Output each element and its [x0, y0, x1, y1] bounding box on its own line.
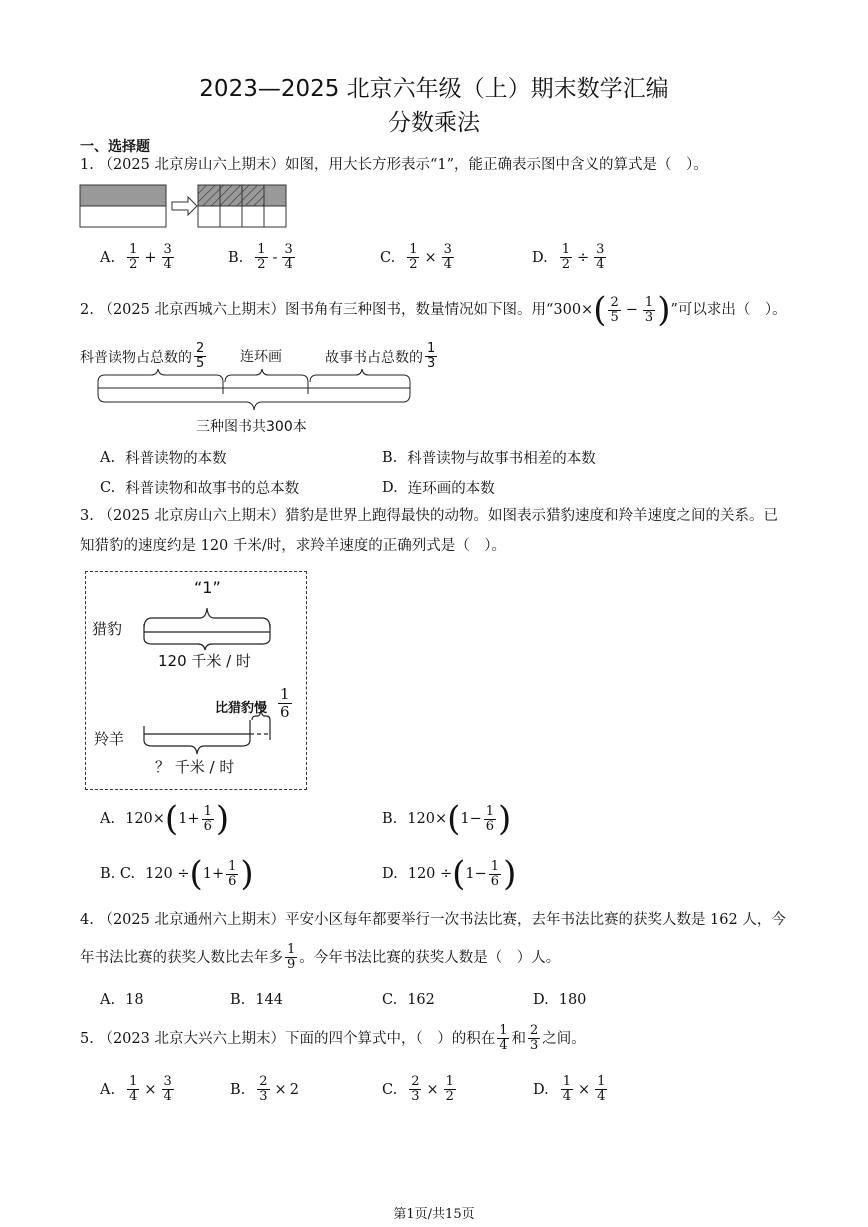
q1-options — [100, 243, 660, 279]
expr-inner: 1+ — [178, 811, 200, 827]
option-label: D. — [533, 1081, 549, 1098]
q3-option-d[interactable] — [382, 854, 517, 894]
option-label: D. — [533, 992, 549, 1008]
q4-option-d[interactable] — [533, 992, 586, 1008]
option-text: 科普读物与故事书相差的本数 — [407, 451, 596, 467]
page-title: 2023—2025 北京六年级（上）期末数学汇编 — [199, 76, 669, 102]
question-3-line1: 3. （2025 北京房山六上期末）猎豹是世界上跑得最快的动物。如图表示猎豹速度和羚羊速度之间的关系。已 — [80, 508, 778, 524]
q4-text-end: 。今年书法比赛的获奖人数是（ ）人。 — [299, 949, 561, 966]
fraction — [561, 1075, 573, 1104]
q2-option-b[interactable] — [382, 447, 596, 468]
fraction — [497, 1024, 509, 1053]
section-heading: 一、选择题 — [80, 139, 150, 155]
operator: ÷ — [577, 249, 590, 266]
option-label: D. — [382, 866, 398, 882]
option-text: 科普读物的本数 — [125, 451, 227, 467]
question-4-line1: 4. （2025 北京通州六上期末）平安小区每年都要举行一次书法比赛，去年书法比赛的获奖人数是 162 人，今 — [80, 912, 786, 928]
fraction — [444, 1075, 456, 1104]
option-label: B. — [228, 249, 244, 266]
option-text: 18 — [125, 992, 144, 1008]
denominator: 6 — [228, 873, 237, 889]
numerator: 1 — [490, 858, 500, 874]
denominator: 4 — [163, 1089, 172, 1104]
paren-left: ( — [447, 799, 461, 839]
option-label: B. C. — [100, 866, 136, 882]
q4-text-start: 年书法比赛的获奖人数比去年多 — [80, 949, 283, 966]
numerator: 2 — [411, 1074, 420, 1089]
option-text: 180 — [558, 992, 587, 1008]
q3-cheetah-speed: 120 千米 / 时 — [158, 652, 251, 670]
expr-base: 120× — [125, 811, 165, 827]
fraction — [643, 296, 655, 325]
paren-right: ) — [657, 290, 671, 330]
denominator: 4 — [499, 1038, 508, 1053]
q3-one-label: “1” — [194, 578, 221, 597]
numerator: 1 — [561, 242, 570, 257]
q5-option-c[interactable] — [382, 1075, 458, 1104]
denominator: 9 — [287, 957, 296, 972]
option-label: A. — [100, 1081, 116, 1098]
question-5-text — [80, 1024, 586, 1053]
denominator: 4 — [163, 257, 172, 272]
expr-inner: 1+ — [202, 866, 225, 882]
numerator: 1 — [129, 1074, 138, 1089]
denominator: 4 — [129, 1089, 138, 1104]
denominator: 5 — [196, 356, 205, 371]
numerator: 3 — [163, 1074, 172, 1089]
option-label: A. — [100, 992, 116, 1008]
paren-right: ) — [503, 854, 517, 894]
numerator: 3 — [284, 242, 293, 257]
option-label: D. — [382, 479, 398, 496]
paren-right: ) — [498, 799, 512, 839]
fraction — [202, 805, 214, 834]
numerator: 1 — [427, 341, 436, 356]
denominator: 2 — [129, 257, 138, 272]
denominator: 6 — [280, 703, 290, 721]
fraction — [608, 296, 620, 325]
q2-text-end: ”可以求出（ ）。 — [670, 302, 787, 318]
fraction — [257, 1075, 269, 1104]
denominator: 4 — [443, 257, 452, 272]
fraction — [194, 342, 206, 371]
numerator: 2 — [259, 1074, 268, 1089]
numerator: 1 — [228, 858, 237, 874]
q2-option-d[interactable] — [382, 477, 495, 498]
q5-option-a[interactable] — [100, 1075, 176, 1104]
fraction — [594, 243, 606, 272]
option-text: 连环画的本数 — [407, 481, 495, 497]
denominator: 2 — [445, 1089, 454, 1104]
paren-left: ( — [452, 854, 466, 894]
paren-left: ( — [189, 854, 203, 894]
q2-option-a[interactable] — [100, 447, 227, 468]
q1-option-c[interactable] — [380, 243, 456, 272]
q2-label-stories — [325, 342, 439, 371]
denominator: 3 — [644, 309, 654, 325]
q2-total-label: 三种图书共300本 — [196, 419, 307, 435]
q3-slower-label: 比猎豹慢 — [215, 701, 268, 716]
option-label: A. — [100, 811, 116, 827]
q5-and: 和 — [511, 1030, 526, 1047]
fraction — [425, 342, 437, 371]
operator: - — [272, 249, 278, 266]
numerator: 1 — [485, 803, 495, 819]
denominator: 6 — [203, 818, 212, 834]
operator: × — [274, 1081, 287, 1098]
q1-option-d[interactable] — [532, 243, 608, 272]
numerator: 3 — [163, 242, 172, 257]
option-label: B. — [230, 992, 246, 1008]
option-label: B. — [382, 449, 398, 466]
numerator: 1 — [409, 242, 418, 257]
fraction — [442, 243, 454, 272]
denominator: 4 — [284, 257, 293, 272]
option-label: B. — [382, 811, 398, 827]
fraction — [282, 243, 294, 272]
option-text: 162 — [407, 992, 435, 1008]
numerator: 2 — [196, 341, 205, 356]
q4-option-c[interactable] — [382, 992, 435, 1008]
fraction — [484, 805, 496, 834]
numerator: 1 — [644, 294, 654, 310]
denominator: 3 — [259, 1089, 268, 1104]
question-2-text — [80, 290, 787, 330]
expr-base: 120× — [407, 811, 448, 827]
expr-base: 120 ÷ — [145, 866, 190, 882]
q2-label-science — [80, 342, 208, 371]
fraction — [278, 686, 292, 721]
expr-base: 120 ÷ — [407, 866, 453, 882]
page-subtitle: 分数乘法 — [388, 110, 480, 136]
q3-option-b[interactable] — [382, 799, 512, 839]
fraction — [409, 1075, 421, 1104]
paren-right: ) — [240, 854, 254, 894]
denominator: 3 — [529, 1038, 539, 1053]
q4-option-b[interactable] — [230, 992, 283, 1008]
operator: + — [144, 249, 157, 266]
fraction — [560, 243, 572, 272]
q3-antelope-speed: ？ 千米 / 时 — [155, 758, 235, 776]
q1-figure — [80, 184, 290, 230]
denominator: 2 — [257, 257, 266, 272]
denominator: 4 — [596, 257, 605, 272]
paren-left: ( — [593, 290, 607, 330]
numerator: 3 — [596, 242, 605, 257]
operator: − — [625, 302, 638, 318]
fraction — [285, 943, 297, 972]
numerator: 1 — [445, 1074, 454, 1089]
numerator: 1 — [287, 942, 296, 957]
q2-brace-diagram — [96, 368, 416, 418]
fraction — [127, 243, 139, 272]
denominator: 2 — [561, 257, 570, 272]
q4-option-a[interactable] — [100, 992, 144, 1008]
fraction — [407, 243, 419, 272]
option-text: 科普读物和故事书的总本数 — [125, 481, 300, 497]
operator: × — [426, 1081, 439, 1098]
page-footer: 第1页/共15页 — [393, 1207, 475, 1222]
q3-antelope-label: 羚羊 — [94, 730, 125, 748]
numerator: 1 — [499, 1023, 508, 1038]
numerator: 1 — [597, 1074, 606, 1089]
option-label: A. — [100, 449, 116, 466]
question-3-line2: 知猎豹的速度约是 120 千米/时，求羚羊速度的正确列式是（ ）。 — [80, 538, 507, 554]
q3-option-c[interactable] — [100, 854, 254, 894]
paren-right: ) — [215, 799, 230, 839]
operator: × — [144, 1081, 157, 1098]
question-1-text: 1. （2025 北京房山六上期末）如图，用大长方形表示“1”，能正确表示图中含义的算式是（ ）。 — [80, 157, 708, 173]
paren-left: ( — [164, 799, 179, 839]
label-text: 科普读物占总数的 — [80, 349, 192, 366]
numerator: 2 — [529, 1023, 539, 1038]
denominator: 3 — [411, 1089, 420, 1104]
fraction — [489, 860, 501, 889]
label-text: 故事书占总数的 — [325, 349, 423, 366]
q5-option-d[interactable] — [533, 1075, 609, 1104]
denominator: 2 — [409, 257, 418, 272]
numerator: 1 — [280, 685, 290, 703]
question-4-line2 — [80, 943, 560, 972]
option-label: A. — [100, 249, 116, 266]
q5-option-b[interactable] — [230, 1075, 299, 1104]
numerator: 1 — [257, 242, 266, 257]
fraction — [255, 243, 267, 272]
option-label: C. — [382, 992, 398, 1008]
fraction — [528, 1024, 540, 1053]
q3-cheetah-label: 猎豹 — [92, 620, 123, 638]
q1-option-a[interactable] — [100, 243, 176, 272]
option-label: C. — [100, 479, 116, 496]
q2-text-start: 2. （2025 北京西城六上期末）图书角有三种图书，数量情况如下图。用“300× — [80, 302, 594, 318]
expr-inner: 1− — [465, 866, 487, 882]
numerator: 3 — [443, 242, 452, 257]
option-label: D. — [532, 249, 548, 266]
denominator: 3 — [427, 356, 436, 371]
operator: × — [578, 1081, 591, 1098]
q2-label-comics: 连环画 — [240, 349, 282, 365]
denominator: 5 — [610, 309, 619, 325]
option-text: 144 — [255, 992, 283, 1008]
expr-inner: 1− — [460, 811, 482, 827]
q5-text-start: 5. （2023 北京大兴六上期末）下面的四个算式中，（ ）的积在 — [80, 1030, 496, 1047]
q3-option-a[interactable] — [100, 799, 230, 839]
option-label: B. — [230, 1081, 246, 1098]
fraction — [595, 1075, 607, 1104]
fraction — [127, 1075, 139, 1104]
fraction — [226, 860, 238, 889]
q3-brace-diagram — [140, 598, 280, 758]
denominator: 6 — [490, 873, 500, 889]
denominator: 4 — [597, 1089, 606, 1104]
denominator: 4 — [562, 1089, 571, 1104]
option-label: C. — [382, 1081, 398, 1098]
fraction — [162, 1075, 174, 1104]
fraction — [162, 243, 174, 272]
numerator: 1 — [129, 242, 138, 257]
denominator: 6 — [485, 818, 495, 834]
option-label: C. — [380, 249, 396, 266]
operator: × — [424, 249, 437, 266]
numerator: 1 — [562, 1074, 571, 1089]
numerator: 1 — [203, 803, 212, 819]
whole-number: 2 — [289, 1081, 299, 1098]
q1-option-b[interactable] — [228, 243, 297, 272]
numerator: 2 — [610, 294, 619, 310]
q2-option-c[interactable] — [100, 477, 299, 498]
q5-text-end: 之间。 — [542, 1030, 586, 1047]
